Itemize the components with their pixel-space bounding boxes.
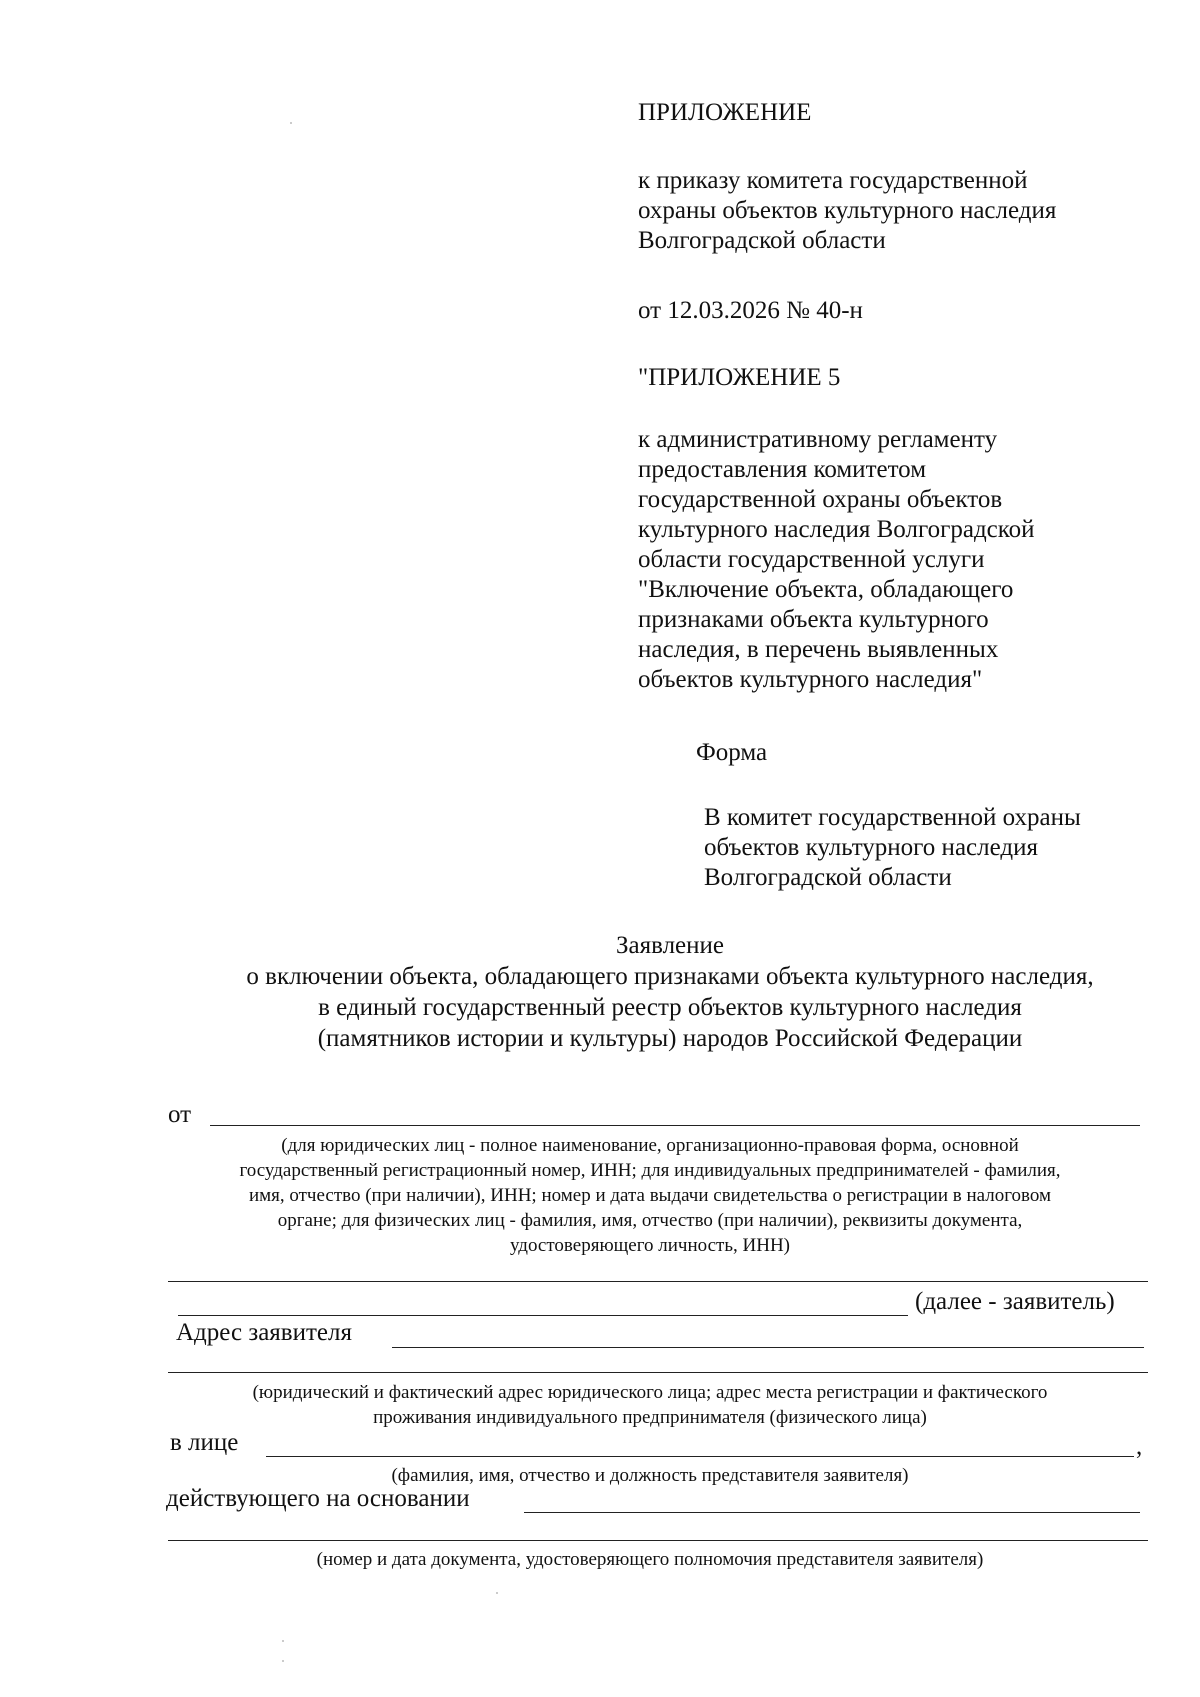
- regulation-line-7: признаками объекта культурного: [638, 606, 989, 633]
- from-hint-line-4: органе; для физических лиц - фамилия, имя, отчество (при наличии), реквизиты документа,: [277, 1210, 1023, 1231]
- order-line-1: к приказу комитета государственной: [638, 167, 1028, 194]
- form-label: Форма: [696, 739, 768, 766]
- regulation-line-1: к административному регламенту: [638, 426, 998, 453]
- regulation-line-4: культурного наследия Волгоградской: [638, 516, 1035, 543]
- applicant-input-line-1[interactable]: [168, 1281, 1148, 1282]
- applicant-input-line-2[interactable]: [178, 1315, 908, 1316]
- appendix-title: ПРИЛОЖЕНИЕ: [638, 99, 812, 126]
- basis-input-line-1[interactable]: [524, 1512, 1140, 1513]
- regulation-line-2: предоставления комитетом: [638, 456, 927, 483]
- from-hint-line-5: удостоверяющего личность, ИНН): [509, 1235, 791, 1256]
- addressee-line-1: В комитет государственной охраны: [704, 804, 1081, 831]
- person-hint: (фамилия, имя, отчество и должность представителя заявителя): [391, 1465, 909, 1486]
- scan-speck: [496, 1592, 498, 1594]
- from-label: от: [168, 1101, 192, 1128]
- regulation-line-5: области государственной услуги: [638, 546, 985, 573]
- order-line-2: охраны объектов культурного наследия: [638, 197, 1057, 224]
- from-hint-line-3: имя, отчество (при наличии), ИНН; номер и дата выдачи свидетельства о регистрации в налоговом: [248, 1185, 1052, 1206]
- applicant-suffix: (далее - заявитель): [915, 1288, 1115, 1315]
- scan-speck: [290, 122, 292, 124]
- person-label: в лице: [170, 1429, 239, 1456]
- person-input-line[interactable]: [266, 1456, 1134, 1457]
- regulation-line-9: объектов культурного наследия": [638, 666, 983, 693]
- statement-subtitle-1: о включении объекта, обладающего признаками объекта культурного наследия,: [246, 963, 1094, 990]
- address-hint-line-1: (юридический и фактический адрес юридического лица; адрес места регистрации и фактического: [252, 1382, 1048, 1403]
- basis-label: действующего на основании: [166, 1485, 470, 1512]
- appendix-5-title: "ПРИЛОЖЕНИЕ 5: [638, 364, 841, 391]
- regulation-line-6: "Включение объекта, обладающего: [638, 576, 1014, 603]
- address-input-line-2[interactable]: [168, 1372, 1148, 1373]
- addressee-line-2: объектов культурного наследия: [704, 834, 1038, 861]
- regulation-line-8: наследия, в перечень выявленных: [638, 636, 999, 663]
- basis-input-line-2[interactable]: [168, 1540, 1148, 1541]
- scan-speck: [282, 1640, 284, 1642]
- statement-subtitle-2: в единый государственный реестр объектов культурного наследия: [318, 994, 1022, 1021]
- from-hint-line-1: (для юридических лиц - полное наименование, организационно-правовая форма, основной: [281, 1135, 1019, 1156]
- statement-title: Заявление: [615, 932, 725, 959]
- from-hint-line-2: государственный регистрационный номер, ИНН; для индивидуальных предпринимателей - фамилия,: [239, 1160, 1061, 1181]
- statement-subtitle-3: (памятников истории и культуры) народов Российской Федерации: [317, 1025, 1023, 1052]
- order-line-3: Волгоградской области: [638, 227, 886, 254]
- address-input-line-1[interactable]: [392, 1347, 1144, 1348]
- addressee-line-3: Волгоградской области: [704, 864, 952, 891]
- basis-hint: (номер и дата документа, удостоверяющего полномочия представителя заявителя): [316, 1549, 984, 1570]
- person-comma: ,: [1136, 1433, 1143, 1460]
- scan-speck: [282, 1660, 284, 1662]
- address-label: Адрес заявителя: [176, 1319, 352, 1346]
- from-input-line[interactable]: [210, 1125, 1140, 1126]
- regulation-line-3: государственной охраны объектов: [638, 486, 1003, 513]
- address-hint-line-2: проживания индивидуального предпринимателя (физического лица): [373, 1407, 927, 1428]
- order-date: от 12.03.2026 № 40-н: [638, 297, 863, 324]
